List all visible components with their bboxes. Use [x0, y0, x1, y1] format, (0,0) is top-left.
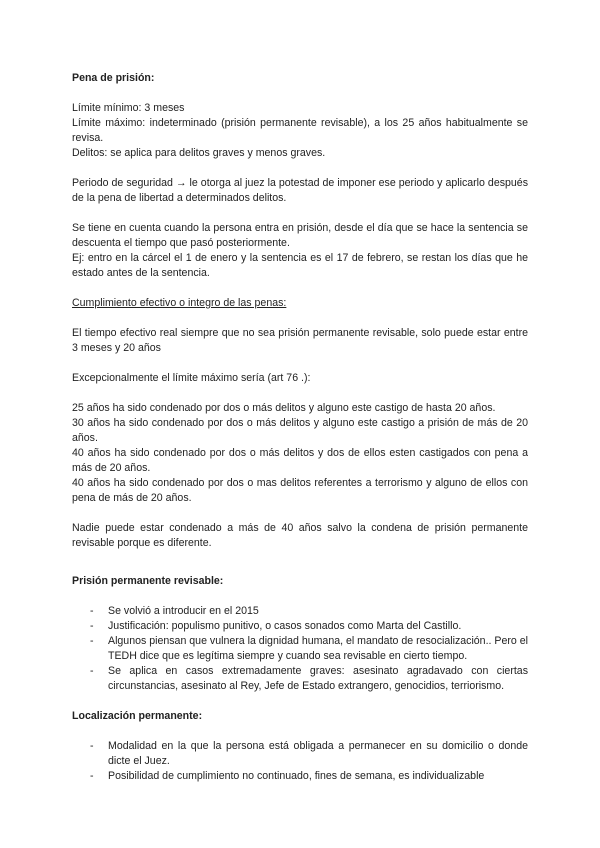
- section-title-prision-permanente: Prisión permanente revisable:: [72, 575, 224, 587]
- list-item: - Justificación: populismo punitivo, o casos sonados como Marta del Castillo.: [72, 619, 528, 634]
- paragraph-excepcionalmente: Excepcionalmente el límite máximo sería (art 76 .):: [72, 372, 311, 384]
- list-item: - Se volvió a introducir en el 2015: [72, 604, 528, 619]
- subtitle-cumplimiento: Cumplimiento efectivo o integro de las penas:: [72, 297, 287, 309]
- paragraph-nadie-puede: Nadie puede estar condenado a más de 40 años salvo la condena de prisión permanente revisable porque es diferente.: [72, 522, 528, 549]
- paragraph-ejemplo: Ej: entro en la cárcel el 1 de enero y la sentencia es el 17 de febrero, se restan los días que he estado antes de la sentencia.: [72, 252, 528, 279]
- list-item: - Modalidad en la que la persona está obligada a permanecer en su domicilio o donde dicte el Juez.: [72, 739, 528, 769]
- list-item: - Algunos piensan que vulnera la dignidad humana, el mandato de resocialización.. Pero el TEDH dice que es legítima siempre y cuando sea revisable en cierto tiempo.: [72, 634, 528, 664]
- paragraph-delitos: Delitos: se aplica para delitos graves y menos graves.: [72, 147, 326, 159]
- paragraph-descuento: Se tiene en cuenta cuando la persona entra en prisión, desde el día que se hace la sentencia se descuenta el tiempo que pasó posteriormente.: [72, 222, 528, 249]
- list-prision-permanente: [72, 604, 528, 694]
- paragraph-40-anos-terrorismo: 40 años ha sido condenado por dos o mas delitos referentes a terrorismo y alguno de ellos con pena de más de 20 años.: [72, 477, 528, 504]
- paragraph-limite-minimo: Límite mínimo: 3 meses: [72, 102, 185, 114]
- paragraph-tiempo-efectivo: El tiempo efectivo real siempre que no sea prisión permanente revisable, solo puede estar entre 3 meses y 20 años: [72, 327, 528, 354]
- paragraph-limite-maximo: Límite máximo: indeterminado (prisión permanente revisable), a los 25 años habitualmente se revisa.: [72, 117, 528, 144]
- paragraph-25-anos: 25 años ha sido condenado por dos o más delitos y alguno este castigo de hasta 20 años.: [72, 402, 496, 414]
- section-title-pena-prision: Pena de prisión:: [72, 72, 155, 84]
- paragraph-30-anos: 30 años ha sido condenado por dos o más delitos y alguno este castigo a prisión de más de 20 años.: [72, 417, 528, 444]
- list-item: - Se aplica en casos extremadamente graves: asesinato agradavado con ciertas circunstancias, asesinato al Rey, Jefe de Estado extrangero, genocidios, terriorismo.: [72, 664, 528, 694]
- list-item: - Posibilidad de cumplimiento no continuado, fines de semana, es individualizable: [72, 769, 528, 784]
- section-title-localizacion: Localización permanente:: [72, 710, 203, 722]
- paragraph-periodo-seguridad: Periodo de seguridad → le otorga al juez la potestad de imponer ese periodo y aplicarlo después de la pena de libertad a determinados delitos.: [72, 177, 528, 204]
- paragraph-40-anos-pena: 40 años ha sido condenado por dos o más delitos y dos de ellos esten castigados con pena a más de 20 años.: [72, 447, 528, 474]
- list-localizacion: [72, 739, 528, 784]
